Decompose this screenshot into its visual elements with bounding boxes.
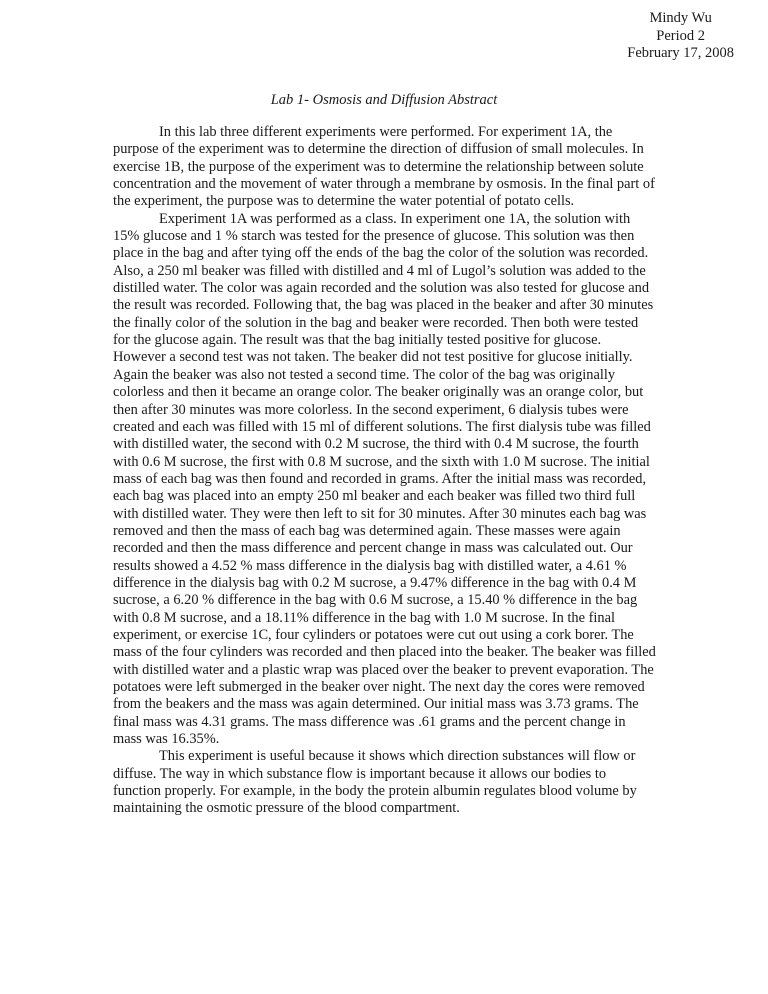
document-title: Lab 1- Osmosis and Diffusion Abstract [270,92,498,108]
document-date: February 17, 2008 [627,45,734,61]
abstract-body [113,124,657,818]
author-name: Mindy Wu [649,10,712,26]
class-period: Period 2 [656,27,705,44]
paragraph-intro: In this lab three different experiments were performed. For experiment 1A, the purpose of the experiment was to determine the direction of diffusion of small molecules. In exercise 1B, the purpose of the experiment was to determine the relationship between solute concentration and the movement of water through a membrane by osmosis. In the final part of the experiment, the purpose was to determine the water potential of potato cells. [113,124,655,210]
paragraph-conclusion: This experiment is useful because it shows which direction substances will flow or diffuse. The way in which substance flow is important because it allows our bodies to function properly. For example, in the body the protein albumin regulates blood volume by maintaining the osmotic pressure of the blood compartment. [113,748,637,817]
header-block [627,10,734,63]
paragraph-methods-results: Experiment 1A was performed as a class. In experiment one 1A, the solution with 15% glucose and 1 % starch was tested for the presence of glucose. This solution was then place in the bag and after tying off the ends of the bag the color of the solution was recorded. Also, a 250 ml beaker was filled with distilled and 4 ml of Lugol’s solution was added to the distilled water. The color was again recorded and the solution was also tested for glucose and the result was recorded. Following that, the bag was placed in the beaker and after 30 minutes the finally color of the solution in the bag and beaker were recorded. Then both were tested for the glucose again. The result was that the bag initially tested positive for glucose. However a second test was not taken. The beaker did not test positive for glucose initially. Again the beaker was also not tested a second time. The color of the bag was originally colorless and then it became an orange color. The beaker originally was an orange color, but then after 30 minutes was more colorless. In the second experiment, 6 dialysis tubes were created and each was filled with 15 ml of different solutions. The first dialysis tube was filled with distilled water, the second with 0.2 M sucrose, the third with 0.4 M sucrose, the fourth with 0.6 M sucrose, the first with 0.8 M sucrose, and the sixth with 1.0 M sucrose. The initial mass of each bag was then found and recorded in grams. After the initial mass was recorded, each bag was placed into an empty 250 ml beaker and each beaker was filled two third full with distilled water. They were then left to sit for 30 minutes. After 30 minutes each bag was removed and then the mass of each bag was determined again. These masses were again recorded and then the mass difference and percent change in mass was calculated out. Our results showed a 4.52 % mass difference in the dialysis bag with distilled water, a 4.61 % difference in the dialysis bag with 0.2 M sucrose, a 9.47% difference in the bag with 0.4 M sucrose, a 6.20 % difference in the bag with 0.6 M sucrose, a 15.40 % difference in the bag with 0.8 M sucrose, and a 18.11% difference in the bag with 1.0 M sucrose. In the final experiment, or exercise 1C, four cylinders or potatoes were cut out using a cork borer. The mass of the four cylinders was recorded and then placed into the beaker. The beaker was filled with distilled water and a plastic wrap was placed over the beaker to prevent evaporation. The potatoes were left submerged in the beaker over night. The next day the cores were removed from the beakers and the mass was again determined. Our initial mass was 3.73 grams. The final mass was 4.31 grams. The mass difference was .61 grams and the percent change in mass was 16.35%. [113,210,656,748]
